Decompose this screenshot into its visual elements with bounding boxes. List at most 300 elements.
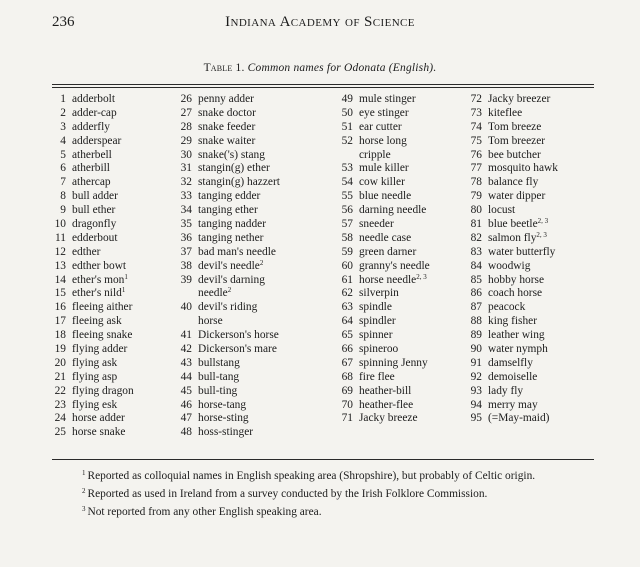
entry-name-text: mule stinger xyxy=(359,93,416,105)
entry-name xyxy=(192,190,260,204)
table-row xyxy=(464,385,558,399)
table-row xyxy=(52,399,134,413)
entry-name xyxy=(482,246,555,260)
table-row xyxy=(52,274,134,288)
table-row xyxy=(52,246,134,260)
table-row xyxy=(335,329,430,343)
entry-name xyxy=(66,218,116,232)
entry-number: 89 xyxy=(470,329,482,342)
entry-name-text: kiteflee xyxy=(488,106,523,119)
entry-number: 66 xyxy=(341,343,353,356)
entry-number: 3 xyxy=(60,120,66,133)
table-row xyxy=(464,93,558,107)
entry-name xyxy=(353,176,405,190)
entry-number: 58 xyxy=(341,231,353,244)
entry-name-text: bullstang xyxy=(198,356,240,369)
table-row xyxy=(174,246,280,260)
entry-name xyxy=(192,93,254,107)
entry-name-text: water butterfly xyxy=(488,245,556,258)
entry-name xyxy=(192,385,237,399)
table-row xyxy=(52,357,134,371)
entry-number: 88 xyxy=(470,315,482,328)
page-number: 236 xyxy=(52,14,75,30)
entry-name xyxy=(482,162,558,176)
entry-name-text: horse xyxy=(198,315,223,328)
table-row xyxy=(335,399,430,413)
table-row xyxy=(335,204,430,218)
table-row xyxy=(174,121,280,135)
entry-number: 40 xyxy=(180,301,192,314)
entry-number: 43 xyxy=(180,356,192,369)
entry-name-text: bull ether xyxy=(72,204,116,217)
entry-name-text: king fisher xyxy=(488,315,538,328)
table-column-3 xyxy=(335,93,430,426)
entry-name-text: adderfly xyxy=(72,120,110,133)
table-row xyxy=(52,93,134,107)
entry-name-text: hobby horse xyxy=(488,273,544,286)
entry-name xyxy=(192,121,255,135)
table-row xyxy=(335,135,430,149)
entry-name xyxy=(482,343,548,357)
entry-name-text: granny's needle xyxy=(359,259,430,272)
entry-name-text: ear cutter xyxy=(359,120,402,133)
table-row xyxy=(174,176,280,190)
entry-name xyxy=(353,218,394,232)
entry-name xyxy=(192,343,277,357)
entry-name-text: devil's riding xyxy=(198,301,258,314)
table-row xyxy=(464,329,558,343)
entry-number: 35 xyxy=(180,218,192,231)
table-row xyxy=(464,204,558,218)
table-row xyxy=(464,412,558,426)
entry-name xyxy=(66,204,115,218)
entry-number: 95 xyxy=(470,412,482,425)
entry-name-text: devil's needle xyxy=(198,259,260,272)
entry-number: 60 xyxy=(341,259,353,272)
entry-number: 30 xyxy=(180,148,192,161)
entry-name-text: bull-tang xyxy=(198,370,240,383)
entry-name-text: Tom breezer xyxy=(488,134,546,147)
entry-number: 72 xyxy=(470,93,482,105)
entry-number: 85 xyxy=(470,273,482,286)
entry-name xyxy=(353,232,411,246)
entry-number: 24 xyxy=(54,412,66,425)
entry-number: 84 xyxy=(470,259,482,272)
entry-name xyxy=(353,162,409,176)
table-row xyxy=(52,412,134,426)
table-caption xyxy=(0,62,640,74)
entry-number: 77 xyxy=(470,162,482,175)
table-row xyxy=(335,274,430,288)
entry-name xyxy=(482,93,550,107)
entry-number: 76 xyxy=(470,148,482,161)
entry-name xyxy=(66,190,118,204)
entry-number: 67 xyxy=(341,356,353,369)
entry-name xyxy=(482,371,537,385)
entry-number: 86 xyxy=(470,287,482,300)
footnote-mark: 3 xyxy=(82,505,86,513)
entry-name-text: hoss-stinger xyxy=(198,426,254,439)
entry-name xyxy=(482,232,547,246)
entry-name xyxy=(482,329,545,343)
table-row xyxy=(52,287,134,301)
entry-number: 4 xyxy=(60,134,66,147)
table-row xyxy=(52,301,134,315)
table-row xyxy=(174,107,280,121)
entry-name-text: adderbolt xyxy=(72,93,116,105)
table-top-rule-double xyxy=(52,87,594,88)
footnote-marker: 2 xyxy=(227,286,232,295)
table-row xyxy=(335,412,430,426)
entry-name-text: fleeing aither xyxy=(72,301,133,314)
entry-name xyxy=(482,301,525,315)
entry-number: 53 xyxy=(341,162,353,175)
table-row xyxy=(464,162,558,176)
table-column-2 xyxy=(174,93,280,440)
entry-name xyxy=(66,357,117,371)
entry-name-text: horse-tang xyxy=(198,398,247,411)
entry-number: 34 xyxy=(180,204,192,217)
entry-name xyxy=(192,329,279,343)
entry-number: 61 xyxy=(341,273,353,286)
entry-number: 63 xyxy=(341,301,353,314)
table-row xyxy=(464,232,558,246)
entry-number: 7 xyxy=(60,176,66,189)
entry-number: 55 xyxy=(341,190,353,203)
table-row xyxy=(174,426,280,440)
entry-number: 9 xyxy=(60,204,66,217)
entry-name xyxy=(353,274,427,288)
entry-number: 23 xyxy=(54,398,66,411)
entry-name xyxy=(192,204,258,218)
table-row xyxy=(174,315,280,329)
entry-name-text: tanging ether xyxy=(198,204,258,217)
table-row xyxy=(335,190,430,204)
entry-name-text: green darner xyxy=(359,245,417,258)
table-row xyxy=(174,232,280,246)
entry-name-text: flying ask xyxy=(72,356,118,369)
table-row xyxy=(174,385,280,399)
entry-name-text: heather-flee xyxy=(359,398,414,411)
table-row xyxy=(464,357,558,371)
entry-name xyxy=(482,190,545,204)
entry-name xyxy=(66,246,100,260)
entry-number: 64 xyxy=(341,315,353,328)
entry-number: 21 xyxy=(54,370,66,383)
entry-number: 49 xyxy=(341,93,353,105)
entry-name xyxy=(482,149,541,163)
names-table xyxy=(52,93,598,457)
table-row xyxy=(174,149,280,163)
entry-name xyxy=(192,149,265,163)
entry-number: 12 xyxy=(54,245,66,258)
entry-number: 1 xyxy=(60,93,66,105)
entry-name xyxy=(66,232,118,246)
entry-name xyxy=(353,315,396,329)
entry-number: 19 xyxy=(54,343,66,356)
table-row xyxy=(464,176,558,190)
entry-number: 20 xyxy=(54,356,66,369)
entry-name-text: spinning Jenny xyxy=(359,356,428,369)
table-row xyxy=(464,301,558,315)
footnote-marker: 1 xyxy=(124,272,128,281)
entry-number: 92 xyxy=(470,370,482,383)
table-row xyxy=(464,260,558,274)
entry-name xyxy=(192,162,270,176)
table-row xyxy=(335,343,430,357)
entry-name-text: tanging edder xyxy=(198,190,261,203)
table-column-4 xyxy=(464,93,558,426)
entry-name xyxy=(482,204,515,218)
entry-name-text: heather-bill xyxy=(359,384,412,397)
footnote-text: Reported as used in Ireland from a survey conducted by the Irish Folklore Commission. xyxy=(87,488,488,500)
entry-number: 94 xyxy=(470,398,482,411)
entry-number: 32 xyxy=(180,176,192,189)
entry-name xyxy=(353,329,393,343)
entry-name xyxy=(353,260,430,274)
entry-name xyxy=(66,371,117,385)
entry-name xyxy=(192,246,276,260)
entry-name-text: snake('s) stang xyxy=(198,148,265,161)
entry-name xyxy=(482,107,522,121)
entry-name-text: blue beetle xyxy=(488,218,538,231)
entry-number: 16 xyxy=(54,301,66,314)
entry-name xyxy=(353,107,409,121)
entry-name xyxy=(192,399,246,413)
entry-number: 50 xyxy=(341,106,353,119)
entry-number: 8 xyxy=(60,190,66,203)
table-row xyxy=(174,399,280,413)
table-row xyxy=(335,371,430,385)
table-row xyxy=(52,162,134,176)
table-row xyxy=(464,246,558,260)
entry-name-text: spinner xyxy=(359,329,393,342)
entry-name xyxy=(66,301,132,315)
entry-name xyxy=(66,135,121,149)
entry-number: 42 xyxy=(180,343,192,356)
entry-name-text: horse-sting xyxy=(198,412,249,425)
table-row xyxy=(174,135,280,149)
entry-name xyxy=(66,260,126,274)
table-row xyxy=(335,287,430,301)
entry-number: 52 xyxy=(341,134,353,147)
table-row xyxy=(52,343,134,357)
entry-name-text: needle xyxy=(198,287,228,300)
table-row xyxy=(464,315,558,329)
entry-name-text: demoiselle xyxy=(488,370,538,383)
entry-name-text: (=May-maid) xyxy=(488,412,550,425)
entry-name-text: horse snake xyxy=(72,426,126,439)
entry-name-text: snake feeder xyxy=(198,120,256,133)
entry-name xyxy=(192,287,231,301)
entry-name-text: flying adder xyxy=(72,343,128,356)
entry-name xyxy=(353,343,398,357)
entry-name-text: balance fly xyxy=(488,176,539,189)
table-row xyxy=(52,176,134,190)
entry-name xyxy=(192,218,266,232)
entry-name-text: flying asp xyxy=(72,370,118,383)
footnote-mark: 2 xyxy=(82,487,86,495)
entry-name xyxy=(353,385,411,399)
table-row xyxy=(174,260,280,274)
footnote-marker: 1 xyxy=(121,286,126,295)
entry-name xyxy=(192,412,249,426)
entry-name-text: stangin(g) hazzert xyxy=(198,176,280,189)
table-row xyxy=(464,121,558,135)
entry-name xyxy=(482,399,538,413)
entry-number: 59 xyxy=(341,245,353,258)
entry-name-text: merry may xyxy=(488,398,538,411)
entry-name-text: eye stinger xyxy=(359,106,409,119)
table-row xyxy=(335,385,430,399)
entry-name xyxy=(192,274,265,288)
entry-number: 27 xyxy=(180,106,192,119)
entry-name xyxy=(66,149,112,163)
entry-name xyxy=(192,260,263,274)
entry-number: 2 xyxy=(60,106,66,119)
entry-name-text: sneeder xyxy=(359,218,394,231)
entry-name-text: lady fly xyxy=(488,384,524,397)
entry-name-text: damselfly xyxy=(488,356,533,369)
entry-name-text: Dickerson's horse xyxy=(198,329,279,342)
entry-name xyxy=(353,190,411,204)
table-row xyxy=(174,412,280,426)
entry-name-text: dragonfly xyxy=(72,218,117,231)
entry-name-text: athercap xyxy=(72,176,111,189)
entry-number: 75 xyxy=(470,134,482,147)
entry-number: 22 xyxy=(54,384,66,397)
entry-name xyxy=(482,287,542,301)
entry-name-text: fire flee xyxy=(359,370,395,383)
table-row xyxy=(174,371,280,385)
entry-name-text: edderbout xyxy=(72,231,118,244)
entry-name xyxy=(66,162,110,176)
entry-number: 70 xyxy=(341,398,353,411)
entry-name xyxy=(192,176,280,190)
table-row xyxy=(335,176,430,190)
entry-number: 90 xyxy=(470,343,482,356)
table-title: Common names for Odonata (English). xyxy=(247,62,437,74)
table-row xyxy=(464,135,558,149)
entry-name xyxy=(192,357,240,371)
entry-number: 29 xyxy=(180,134,192,147)
page-header xyxy=(0,12,640,36)
footnote-marker: 2, 3 xyxy=(416,272,427,281)
table-row xyxy=(464,371,558,385)
table-row xyxy=(335,301,430,315)
entry-number: 57 xyxy=(341,218,353,231)
entry-name xyxy=(66,399,117,413)
entry-name-text: spindler xyxy=(359,315,396,328)
table-row xyxy=(52,107,134,121)
entry-name xyxy=(192,315,223,329)
entry-number: 10 xyxy=(54,218,66,231)
entry-name-text: ether's nild xyxy=(72,287,122,300)
entry-number: 6 xyxy=(60,162,66,175)
entry-name xyxy=(353,412,418,426)
entry-name xyxy=(66,107,117,121)
entry-name xyxy=(353,121,402,135)
table-row xyxy=(335,357,430,371)
entry-number: 79 xyxy=(470,190,482,203)
entry-number: 41 xyxy=(180,329,192,342)
table-row xyxy=(335,107,430,121)
entry-name xyxy=(66,274,128,288)
entry-name xyxy=(353,246,416,260)
entry-name xyxy=(66,315,122,329)
entry-number: 11 xyxy=(55,231,66,244)
table-row xyxy=(174,274,280,288)
entry-name xyxy=(66,176,111,190)
entry-name-text: water dipper xyxy=(488,190,546,203)
entry-name-text: leather wing xyxy=(488,329,545,342)
entry-name xyxy=(482,176,538,190)
entry-number: 5 xyxy=(60,148,66,161)
entry-name-text: tanging nadder xyxy=(198,218,267,231)
entry-name xyxy=(482,315,537,329)
table-row xyxy=(52,121,134,135)
entry-number: 38 xyxy=(180,259,192,272)
entry-number: 74 xyxy=(470,120,482,133)
entry-number: 33 xyxy=(180,190,192,203)
table-row xyxy=(464,287,558,301)
entry-name-text: tanging nether xyxy=(198,231,264,244)
running-head: Indiana Academy of Science xyxy=(225,14,415,30)
table-row xyxy=(464,190,558,204)
entry-number: 18 xyxy=(54,329,66,342)
entry-number: 46 xyxy=(180,398,192,411)
footnote-2 xyxy=(52,487,597,502)
table-row xyxy=(464,343,558,357)
entry-name-text: snake doctor xyxy=(198,106,256,119)
entry-name-text: atherbell xyxy=(72,148,112,161)
table-row xyxy=(52,135,134,149)
footnote-text: Reported as colloquial names in English speaking area (Shropshire), but probably of Celtic origin. xyxy=(87,470,536,482)
table-row xyxy=(174,301,280,315)
table-row xyxy=(335,232,430,246)
entry-name xyxy=(482,385,523,399)
entry-number: 39 xyxy=(180,273,192,286)
entry-name-text: Tom breeze xyxy=(488,120,542,133)
entry-number: 71 xyxy=(341,412,353,425)
entry-name-text: edther bowt xyxy=(72,259,127,272)
entry-number: 73 xyxy=(470,106,482,119)
entry-name-text: darning needle xyxy=(359,204,427,217)
entry-name xyxy=(353,204,426,218)
table-row xyxy=(52,371,134,385)
entry-name xyxy=(482,357,533,371)
entry-number: 44 xyxy=(180,370,192,383)
entry-name xyxy=(482,121,541,135)
entry-name-text: woodwig xyxy=(488,259,531,272)
entry-name xyxy=(66,287,125,301)
entry-name-text: cripple xyxy=(359,148,391,161)
entry-name xyxy=(66,121,110,135)
table-row xyxy=(174,287,280,301)
table-row xyxy=(52,260,134,274)
entry-name xyxy=(66,412,125,426)
entry-number: 51 xyxy=(341,120,353,133)
entry-name-text: flying esk xyxy=(72,398,118,411)
entry-number: 36 xyxy=(180,231,192,244)
entry-name-text: blue needle xyxy=(359,190,412,203)
entry-name xyxy=(66,93,115,107)
entry-name xyxy=(482,412,549,426)
table-row xyxy=(174,204,280,218)
entry-name xyxy=(66,385,134,399)
entry-number: 37 xyxy=(180,245,192,258)
entry-name-text: Dickerson's mare xyxy=(198,343,277,356)
